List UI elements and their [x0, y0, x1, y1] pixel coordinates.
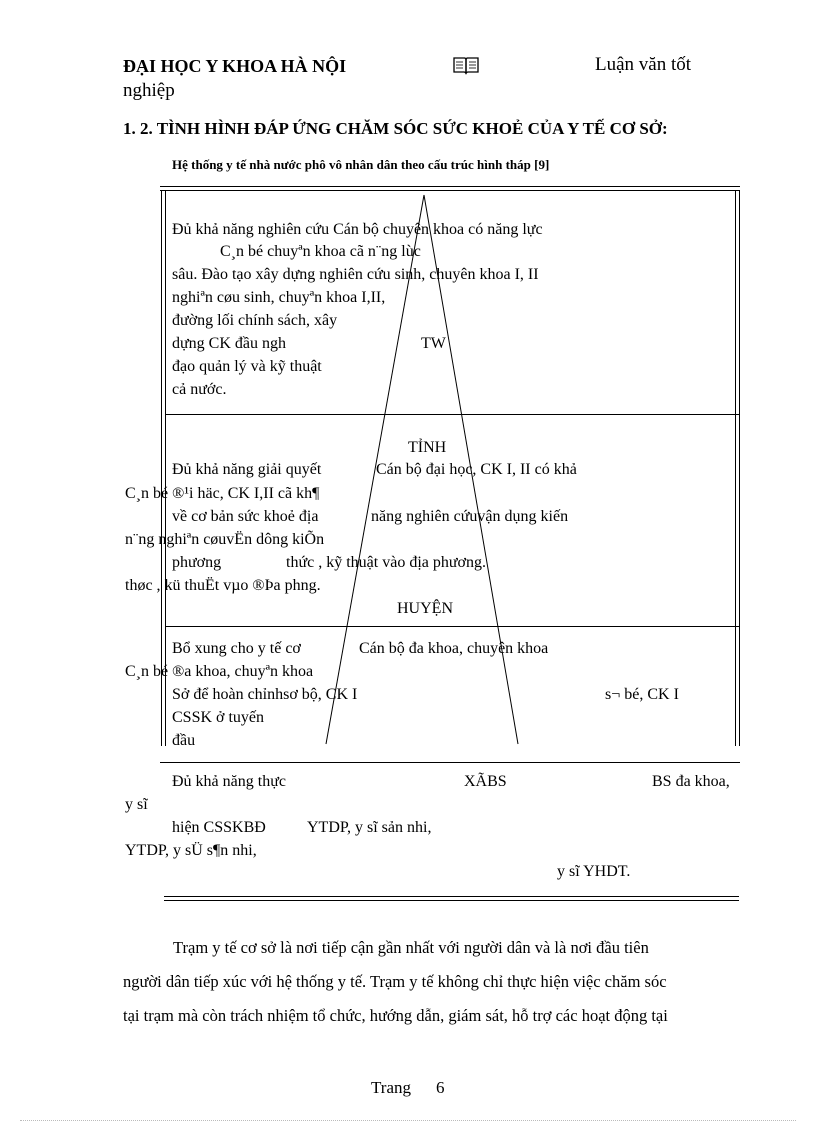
xa-text-2: y sĩ — [125, 796, 148, 813]
thesis-label: Luận văn tốt — [595, 54, 692, 75]
tinh-text-6: thøc , kü thuËt vµo ®Þa phng. — [125, 577, 321, 594]
tinh-text-5: phương — [172, 554, 222, 571]
huyen-text-3: Sở để hoàn chỉnhsơ bộ, CK I — [172, 686, 358, 703]
tw-text-8: cả nước. — [172, 381, 227, 398]
xa-text-3b: YTDP, y sĩ sản nhi, — [307, 819, 432, 836]
page-bottom-border — [20, 1120, 796, 1121]
huyen-text-2: C¸n bé ®a khoa, chuyªn khoa — [125, 663, 314, 680]
tw-text-6: dựng CK đầu ngh — [172, 335, 286, 352]
tier-label-tinh: TỈNH — [408, 439, 447, 456]
tw-text-1: Đủ khả năng nghiên cứu Cán bộ chuyên khoa có năng lực — [172, 221, 543, 238]
huyen-text-5: đầu — [172, 732, 196, 749]
xa-text-3: hiện CSSKBĐ — [172, 819, 266, 836]
tw-text-7: đạo quản lý và kỹ thuật — [172, 358, 322, 375]
paragraph-line-1: Trạm y tế cơ sở là nơi tiếp cận gần nhất với người dân và là nơi đầu tiên — [173, 938, 649, 957]
tinh-text-4: n¨ng nghiªn cøuvËn dông kiÕn — [125, 531, 325, 548]
tier-label-xa: XÃBS — [464, 773, 507, 790]
tinh-text-5b: thức , kỹ thuật vào địa phương. — [286, 554, 486, 571]
page-number: 6 — [436, 1078, 445, 1097]
section-title: 1. 2. TÌNH HÌNH ĐÁP ỨNG CHĂM SÓC SỨC KHOẺ CỦA Y TẾ CƠ SỞ: — [123, 119, 668, 138]
tw-text-5: đường lối chính sách, xây — [172, 312, 338, 329]
tinh-text-2: C¸n bé ®¹i häc, CK I,II cã kh¶ — [125, 485, 320, 502]
page-label: Trang — [371, 1078, 411, 1097]
huyen-text-1: Bổ xung cho y tế cơ — [172, 640, 301, 657]
tw-text-3: sâu. Đào tạo xây dựng nghiên cứu sinh, chuyên khoa I, II — [172, 266, 539, 283]
xa-text-4: YTDP, y sÜ s¶n nhi, — [125, 842, 257, 859]
tinh-text-1b: Cán bộ đại học, CK I, II có khả — [376, 461, 577, 478]
thesis-label-cont: nghiệp — [123, 80, 175, 101]
xa-text-5: y sĩ YHDT. — [557, 863, 631, 880]
xa-text-1b: BS đa khoa, — [652, 773, 730, 790]
tier-label-tw: TW — [421, 335, 446, 352]
figure-caption: Hệ thống y tế nhà nước phô vô nhân dân theo cấu trúc hình tháp [9] — [172, 157, 550, 172]
tw-text-2: C¸n bé chuyªn khoa cã n¨ng lùc — [220, 243, 421, 260]
huyen-text-4: CSSK ở tuyến — [172, 709, 265, 726]
xa-text-1: Đủ khả năng thực — [172, 773, 286, 790]
paragraph-line-3: tại trạm mà còn trách nhiệm tổ chức, hướng dẫn, giám sát, hỗ trợ các hoạt động tại — [123, 1006, 668, 1025]
tinh-text-3b: năng nghiên cứuvận dụng kiến — [371, 508, 569, 525]
huyen-text-1b: Cán bộ đa khoa, chuyên khoa — [359, 640, 549, 657]
huyen-text-3b: s¬ bé, CK I — [605, 686, 679, 703]
tw-text-4: nghiªn cøu sinh, chuyªn khoa I,II, — [172, 289, 386, 306]
tinh-text-1: Đủ khả năng giải quyết — [172, 461, 322, 478]
tier-label-huyen: HUYỆN — [397, 600, 453, 617]
university-name: ĐẠI HỌC Y KHOA HÀ NỘI — [123, 56, 347, 76]
tinh-text-3: về cơ bản sức khoẻ địa — [172, 508, 319, 525]
paragraph-line-2: người dân tiếp xúc với hệ thống y tế. Trạm y tế không chỉ thực hiện việc chăm sóc — [123, 972, 667, 991]
